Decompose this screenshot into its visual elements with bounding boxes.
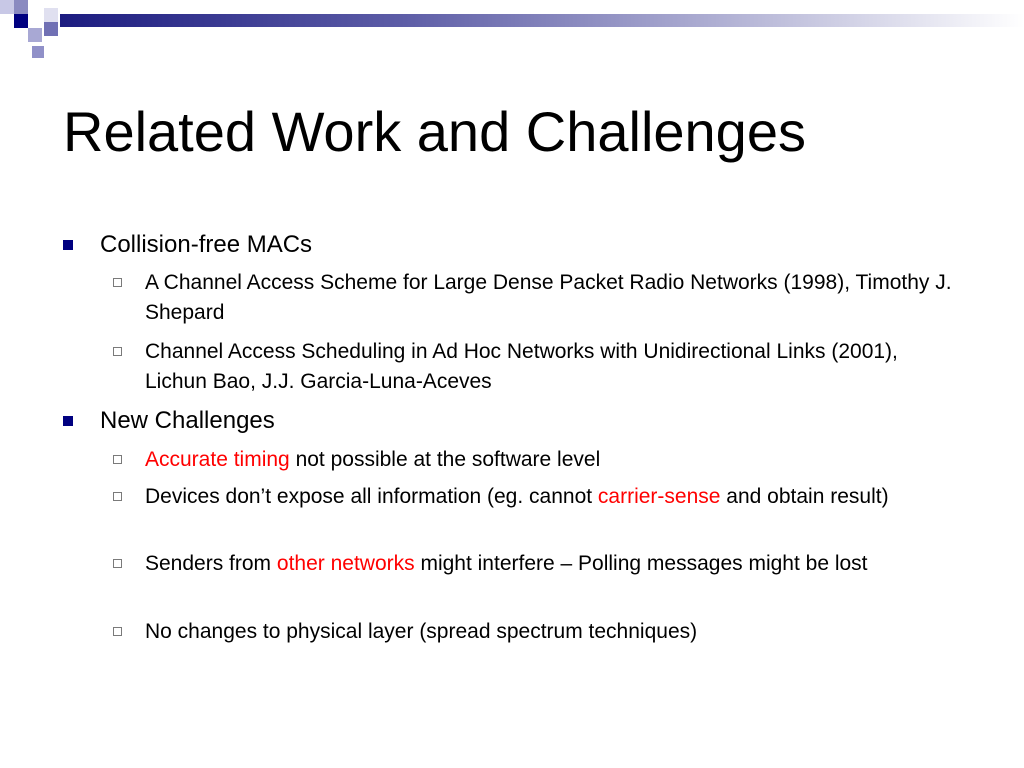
hollow-square-bullet-icon: [113, 347, 122, 356]
hollow-square-bullet-icon: [113, 455, 122, 464]
bullet-label: Collision-free MACs: [100, 231, 313, 258]
sub-bullet-text: Channel Access Scheduling in Ad Hoc Networks with Unidirectional Links (2001), Lichun Bao, J.J. Garcia-Luna-Aceves: [145, 340, 898, 393]
highlighted-term: other networks: [276, 552, 415, 575]
gradient-bar: [60, 14, 1024, 27]
slide-title: Related Work and Challenges: [63, 100, 806, 163]
sub-bullet-text-post: and obtain result): [720, 485, 889, 508]
sub-bullet: [145, 549, 955, 579]
title-decoration: [0, 0, 1024, 64]
sub-bullet: [145, 337, 955, 397]
deco-square: [44, 8, 58, 22]
deco-square: [0, 0, 14, 14]
sub-bullet: [145, 445, 955, 475]
deco-square: [14, 14, 28, 28]
deco-square: [14, 0, 28, 14]
deco-square: [44, 22, 58, 36]
sub-bullet-text-pre: Senders from: [145, 552, 277, 575]
sub-bullet-text-pre: Devices don’t expose all information (eg. cannot: [145, 485, 598, 508]
bullet-new-challenges: [100, 406, 275, 436]
bullet-collision-free-macs: [100, 230, 312, 260]
square-bullet-icon: [63, 416, 73, 426]
hollow-square-bullet-icon: [113, 559, 122, 568]
sub-bullet-text: A Channel Access Scheme for Large Dense Packet Radio Networks (1998), Timothy J. Shepard: [145, 271, 952, 324]
hollow-square-bullet-icon: [113, 492, 122, 501]
sub-bullet: [145, 482, 955, 512]
hollow-square-bullet-icon: [113, 627, 122, 636]
sub-bullet-text-post: might interfere – Polling messages might be lost: [414, 552, 868, 575]
deco-square: [28, 28, 42, 42]
sub-bullet-text: No changes to physical layer (spread spectrum techniques): [145, 620, 698, 643]
square-bullet-icon: [63, 240, 73, 250]
hollow-square-bullet-icon: [113, 278, 122, 287]
highlighted-term: carrier-sense: [597, 485, 721, 508]
sub-bullet: [145, 617, 955, 647]
sub-bullet-text-post: not possible at the software level: [289, 448, 601, 471]
bullet-label: New Challenges: [100, 407, 275, 434]
sub-bullet: [145, 268, 955, 328]
deco-square: [32, 46, 44, 58]
highlighted-term: Accurate timing: [145, 448, 290, 471]
